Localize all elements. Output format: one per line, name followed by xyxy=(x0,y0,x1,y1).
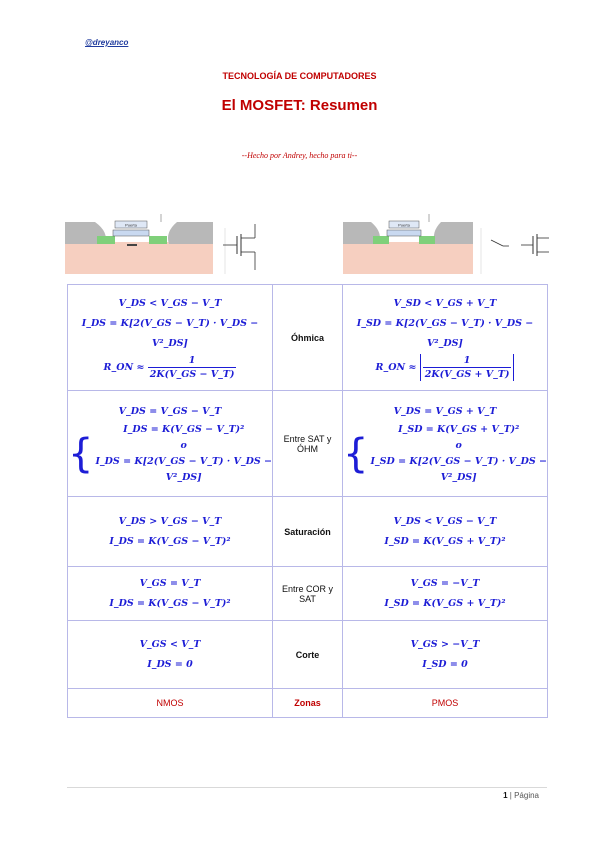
nmos-oxide xyxy=(113,230,149,236)
abs-value-bars xyxy=(420,354,515,381)
formula-line: I_DS = K[2(V_GS − V_T) · V_DS − V²_DS] xyxy=(81,318,259,349)
ron-numerator: 1 xyxy=(148,354,237,368)
nmos-corte-cell xyxy=(68,621,273,689)
nmos-cor-sat-cell xyxy=(68,567,273,621)
footer-separator: | xyxy=(509,791,512,800)
page-title: El MOSFET: Resumen xyxy=(221,97,378,114)
ron-denominator: 2K(V_GS − V_T) xyxy=(149,369,235,380)
table-footer-row xyxy=(68,689,548,718)
formula-line: V_DS > V_GS − V_T xyxy=(118,515,222,527)
table-row-ohmica xyxy=(68,285,548,391)
brace-lines xyxy=(95,422,272,486)
brace-group xyxy=(68,422,272,486)
formula-line: I_SD = K[2(V_GS − V_T) · V_DS − V²_DS] xyxy=(356,318,534,349)
pmos-drain-region xyxy=(434,222,473,244)
table-row-cor-sat xyxy=(68,567,548,621)
ron-numerator: 1 xyxy=(423,354,512,368)
pmos-sat-ohm-cell xyxy=(343,391,548,497)
footer-divider xyxy=(67,787,547,788)
left-brace: { xyxy=(68,430,94,477)
formula-line: I_SD = K(V_GS + V_T)² xyxy=(384,535,506,547)
formula-line: V_DS < V_GS − V_T xyxy=(393,515,497,527)
pmos-gate-label: Puerta xyxy=(398,222,410,228)
nmos-gate-label: Puerta xyxy=(125,222,137,228)
formula-line: I_DS = K(V_GS − V_T)² xyxy=(109,535,231,547)
zone-label-sat-ohm: Entre SAT y ÓHM xyxy=(273,391,343,497)
pmos-cor-sat-cell xyxy=(343,567,548,621)
table-row-saturacion xyxy=(68,497,548,567)
nmos-n-drain xyxy=(149,236,167,244)
pmos-saturacion-cell xyxy=(343,497,548,567)
formula-line: V_DS = V_GS − V_T xyxy=(118,405,222,417)
pmos-diagram xyxy=(343,214,551,280)
formula-line: I_DS = K(V_GS − V_T)² xyxy=(109,597,231,609)
pmos-p-drain xyxy=(419,236,435,244)
page-number: 1 xyxy=(503,791,508,800)
nmos-ohmica-cell xyxy=(68,285,273,391)
formula-line: V_DS < V_GS − V_T xyxy=(118,298,222,309)
page-footer xyxy=(503,791,539,800)
formula-or: o xyxy=(455,439,462,451)
page-word: Página xyxy=(514,791,539,800)
course-name: TECNOLOGÍA DE COMPUTADORES xyxy=(222,71,377,81)
mosfet-summary-table xyxy=(67,284,548,718)
zone-label-ohmica: Óhmica xyxy=(273,285,343,391)
left-brace: { xyxy=(343,430,369,477)
nmos-sat-ohm-cell xyxy=(68,391,273,497)
zone-label-corte: Corte xyxy=(273,621,343,689)
brace-group xyxy=(343,422,547,486)
ron-formula xyxy=(343,354,547,381)
pmos-p-source xyxy=(373,236,389,244)
column-label-pmos: PMOS xyxy=(343,689,548,718)
formula-line: I_SD = 0 xyxy=(422,658,468,670)
formula-line: I_DS = K[2(V_GS − V_T) · V_DS − V²_DS] xyxy=(95,455,272,483)
formula-line: I_SD = K[2(V_GS − V_T) · V_DS − V²_DS] xyxy=(370,455,547,483)
nmos-channel xyxy=(127,244,137,246)
pmos-substrate xyxy=(343,242,473,274)
ron-denominator: 2K(V_GS + V_T) xyxy=(424,369,510,380)
nmos-drain-region xyxy=(168,222,213,244)
formula-line: I_SD = K(V_GS + V_T)² xyxy=(384,597,506,609)
pmos-switch-blade xyxy=(491,240,503,246)
nmos-diagram xyxy=(65,214,273,280)
table-row-corte xyxy=(68,621,548,689)
author-handle[interactable]: @dreyanco xyxy=(85,38,129,47)
formula-line: I_SD = K(V_GS + V_T)² xyxy=(398,423,520,435)
ron-fraction xyxy=(423,354,512,381)
table-row-sat-ohm xyxy=(68,391,548,497)
ron-label: R_ON ≈ xyxy=(103,362,145,373)
pmos-corte-cell xyxy=(343,621,548,689)
column-label-zonas: Zonas xyxy=(273,689,343,718)
nmos-saturacion-cell xyxy=(68,497,273,567)
nmos-substrate xyxy=(65,242,213,274)
formula-line: I_DS = 0 xyxy=(147,658,193,670)
formula-line: V_DS = V_GS + V_T xyxy=(393,405,497,417)
zone-label-saturacion: Saturación xyxy=(273,497,343,567)
column-label-nmos: NMOS xyxy=(68,689,273,718)
nmos-n-source xyxy=(97,236,115,244)
ron-label: R_ON ≈ xyxy=(375,362,417,373)
formula-line: V_GS < V_T xyxy=(139,638,201,650)
credit-line: --Hecho por Andrey, hecho para ti-- xyxy=(241,151,358,160)
ron-formula xyxy=(68,354,272,381)
pmos-oxide xyxy=(387,230,421,236)
zone-label-cor-sat: Entre COR y SAT xyxy=(273,567,343,621)
formula-line: I_DS = K(V_GS − V_T)² xyxy=(123,423,245,435)
ron-fraction xyxy=(148,354,237,381)
brace-lines xyxy=(370,422,547,486)
formula-or: o xyxy=(180,439,187,451)
formula-line: V_GS = V_T xyxy=(139,577,201,589)
formula-line: V_GS = −V_T xyxy=(410,577,480,589)
pmos-ohmica-cell xyxy=(343,285,548,391)
formula-line: V_SD < V_GS + V_T xyxy=(393,298,497,309)
formula-line: V_GS > −V_T xyxy=(410,638,480,650)
